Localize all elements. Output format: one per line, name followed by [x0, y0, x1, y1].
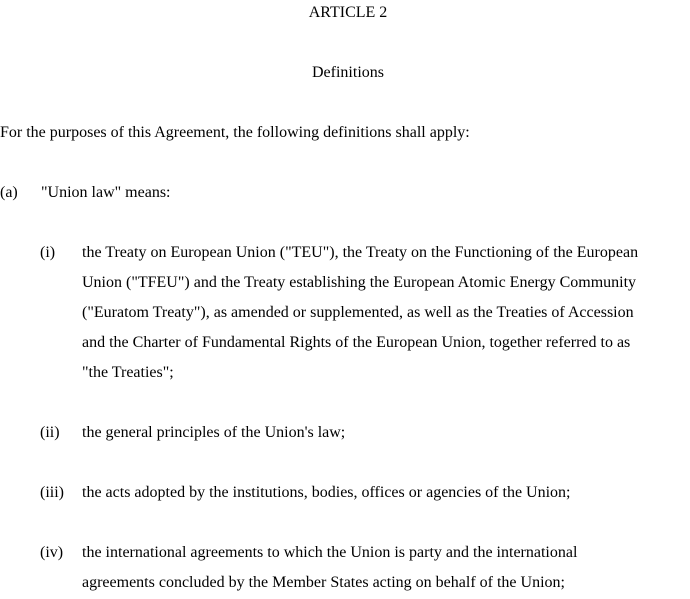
article-title: Definitions: [312, 64, 384, 81]
subitem-iv-line-1: the international agreements to which the Union is party and the international: [82, 544, 578, 561]
subitem-ii-line-1: the general principles of the Union's law;: [82, 424, 346, 441]
item-a-text: "Union law" means:: [41, 184, 171, 201]
subitem-i-label: (i): [40, 244, 56, 261]
item-a-label: (a): [0, 184, 18, 201]
subitem-iii-label: (iii): [40, 484, 64, 501]
subitem-iv-line-2: agreements concluded by the Member States acting on behalf of the Union;: [82, 574, 565, 591]
subitem-i-line-1: the Treaty on European Union ("TEU"), the Treaty on the Functioning of the European: [82, 244, 639, 261]
subitem-i-line-2: Union ("TFEU") and the Treaty establishing the European Atomic Energy Community: [82, 274, 637, 291]
subitem-i-line-4: and the Charter of Fundamental Rights of the European Union, together referred to as: [82, 334, 631, 351]
intro-paragraph: For the purposes of this Agreement, the following definitions shall apply:: [0, 124, 470, 141]
subitem-i-line-5: "the Treaties";: [82, 364, 174, 381]
subitem-ii-label: (ii): [40, 424, 60, 441]
subitem-iv-label: (iv): [40, 544, 64, 561]
subitem-i-line-3: ("Euratom Treaty"), as amended or supplemented, as well as the Treaties of Accession: [82, 304, 634, 321]
article-heading: ARTICLE 2: [308, 4, 388, 21]
subitem-iii-line-1: the acts adopted by the institutions, bodies, offices or agencies of the Union;: [82, 484, 571, 501]
